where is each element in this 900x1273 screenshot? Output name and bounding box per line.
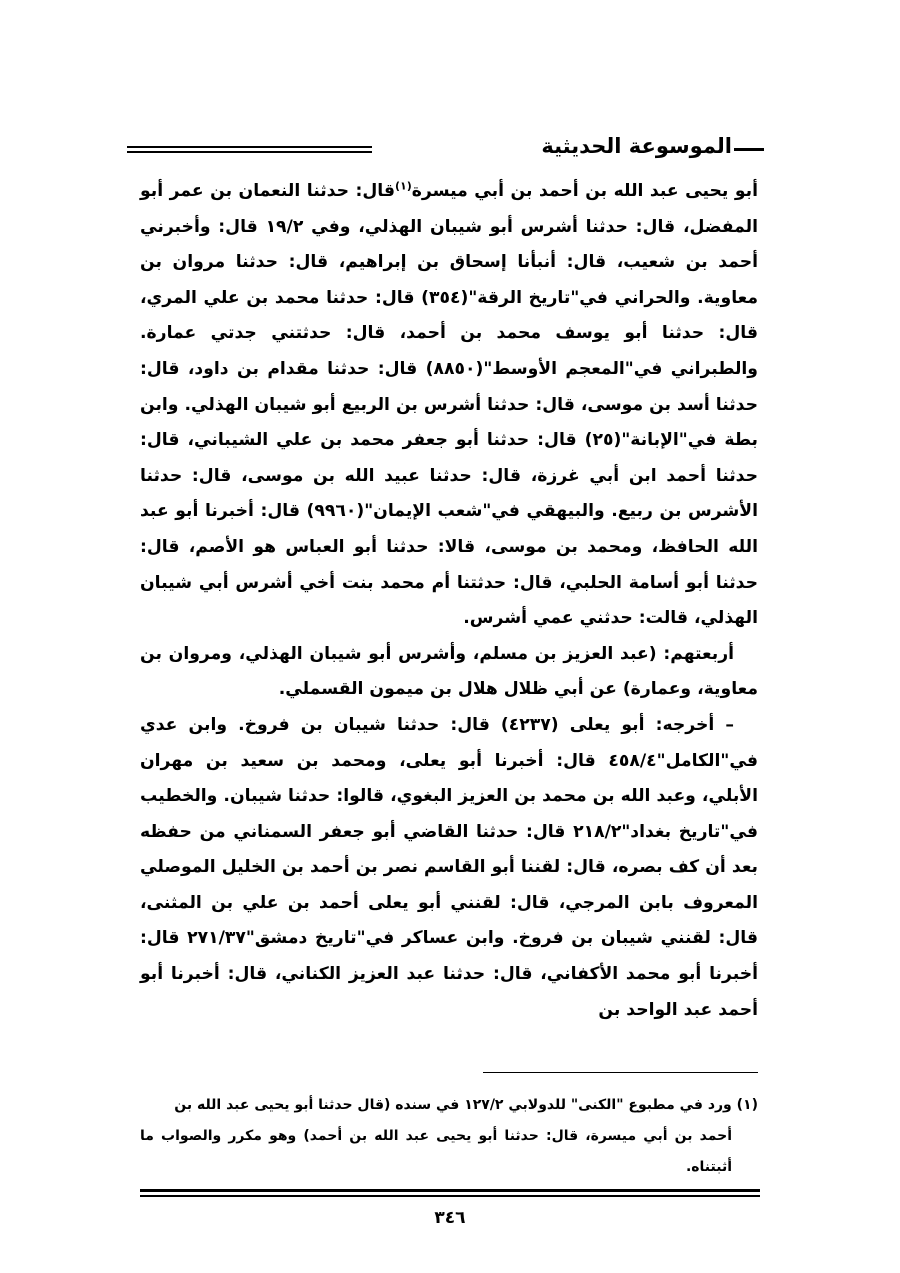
- main-text: [140, 174, 758, 1028]
- paragraph-1-rest: قال: حدثنا النعمان بن عمر أبو المفضل، قال: حدثنا أشرس أبو شيبان الهذلي، وفي ١٩/٢ قال: وأخبرني أحمد بن شعيب، قال: أنبأنا إسحاق بن إبراهيم، قال: حدثنا مروان بن معاوية. والحراني في"تاريخ الرقة"(٣٥٤) قال: حدثنا محمد بن علي المري، قال: حدثنا أبو يوسف محمد بن أحمد، قال: حدثتني جدتي عمارة. والطبراني في"المعجم الأوسط"(٨٨٥٠) قال: حدثنا مقدام بن داود، قال: حدثنا أسد بن موسى، قال: حدثنا أشرس بن الربيع أبو شيبان الهذلي. وابن بطة في"الإبانة"(٢٥) قال: حدثنا أبو جعفر محمد بن علي الشيباني، قال: حدثنا أحمد ابن أبي غرزة، قال: حدثنا عبيد الله بن موسى، قال: حدثنا الأشرس بن ربيع. والبيهقي في"شعب الإيمان"(٩٩٦٠) قال: أخبرنا أبو عبد الله الحافظ، ومحمد بن موسى، قالا: حدثنا أبو العباس هو الأصم، قال: حدثنا أبو أسامة الحلبي، قال: حدثتنا أم محمد بنت أخي أشرس أبي شيبان الهذلي، قالت: حدثني عمي أشرس.: [140, 181, 758, 629]
- paragraph-2: أربعتهم: (عبد العزيز بن مسلم، وأشرس أبو شيبان الهذلي، ومروان بن معاوية، وعمارة) عن أبي ظلال هلال بن ميمون القسملي.: [140, 643, 758, 700]
- footnote-line-1: (١) ورد في مطبوع "الكنى" للدولابي ١٢٧/٢ في سنده (قال حدثنا أبو يحيى عبد الله بن: [174, 1097, 758, 1113]
- footnote: [140, 1090, 758, 1183]
- bottom-rule-thin: [140, 1195, 760, 1197]
- header-title: الموسوعة الحديثية: [541, 134, 732, 158]
- paragraph-1: [140, 174, 758, 637]
- footnote-separator: [483, 1072, 758, 1073]
- header-rule-right: [734, 148, 764, 151]
- paragraph-3: – أخرجه: أبو يعلى (٤٢٣٧) قال: حدثنا شيبان بن فروخ. وابن عدي في"الكامل"٤٥٨/٤ قال: أخبرنا أبو يعلى، ومحمد بن سعيد بن مهران الأبلي، وعبد الله بن محمد بن العزيز البغوي، قالوا: حدثنا شيبان. والخطيب في"تاريخ بغداد"٢١٨/٢ قال: حدثنا القاضي أبو جعفر السمناني من حفظه بعد أن كف بصره، قال: لقننا أبو القاسم نصر بن أحمد بن الخليل الموصلي المعروف بابن المرجي، قال: لقنني أبو يعلى أحمد بن علي بن المثنى، قال: لقنني شيبان بن فروخ. وابن عساكر في"تاريخ دمشق"٢٧١/٣٧ قال: أخبرنا أبو محمد الأكفاني، قال: حدثنا عبد العزيز الكناني، قال: أخبرنا أبو أحمد عبد الواحد بن: [140, 714, 759, 1020]
- bottom-rule-thick: [140, 1189, 760, 1192]
- footnote-line-2: أحمد بن أبي ميسرة، قال: حدثنا أبو يحيى عبد الله بن أحمد) وهو مكرر والصواب ما أثبتناه.: [140, 1128, 732, 1175]
- header-rule-left-top: [127, 146, 372, 148]
- page-number: ٣٤٦: [434, 1208, 466, 1228]
- running-header: [127, 128, 764, 168]
- footnote-reference[interactable]: (١): [395, 179, 412, 193]
- paragraph-1-start: أبو يحيى عبد الله بن أحمد بن أبي ميسرة: [411, 181, 758, 201]
- header-rule-left-bottom: [127, 151, 372, 153]
